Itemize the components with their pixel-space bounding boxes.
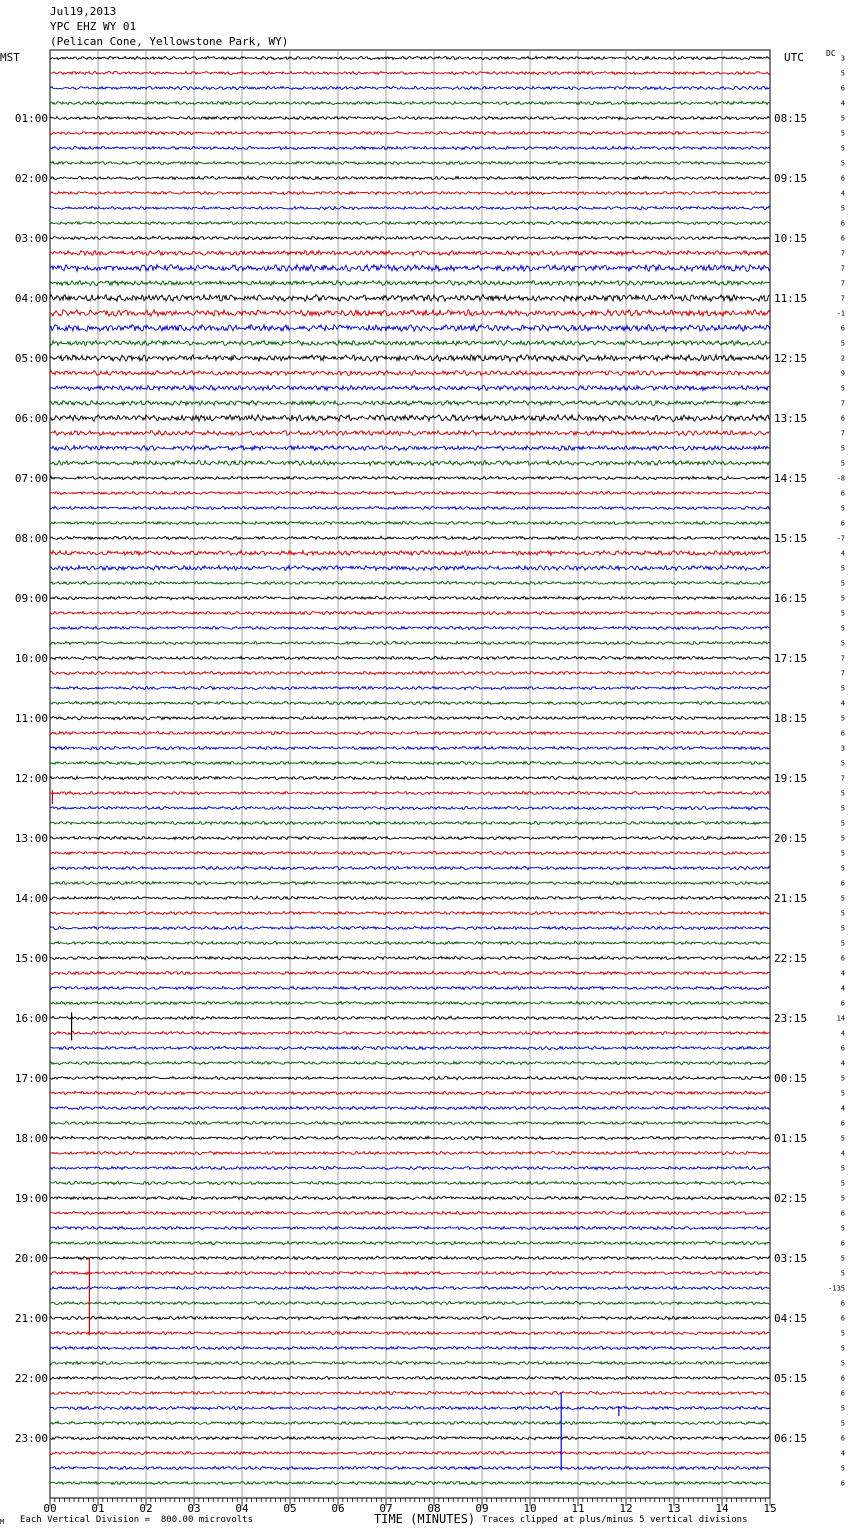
- x-tick-label: 15: [763, 1502, 777, 1515]
- dc-offset-label: 6: [840, 1434, 845, 1443]
- trace-line: [50, 131, 770, 134]
- trace-line: [50, 1406, 770, 1409]
- utc-hour-label: 14:15: [774, 472, 808, 485]
- trace-line: [50, 1091, 770, 1094]
- trace-line: [50, 386, 770, 391]
- dc-offset-label: 5: [840, 624, 845, 633]
- trace-line: [50, 1451, 770, 1454]
- dc-offset-label: 6: [840, 1299, 845, 1308]
- trace-line: [50, 206, 770, 209]
- mst-hour-label: 18:00: [14, 1132, 48, 1145]
- dc-offset-label: -7: [836, 534, 845, 543]
- trace-line: [50, 476, 770, 479]
- x-tick-label: 10: [523, 1502, 537, 1515]
- utc-hour-label: 10:15: [774, 232, 808, 245]
- dc-offset-label: 6: [840, 414, 845, 423]
- dc-offset-label: 5: [840, 639, 845, 648]
- x-tick-label: 09: [475, 1502, 489, 1515]
- dc-offset-label: 5: [840, 1164, 845, 1173]
- trace-line: [50, 101, 770, 104]
- x-tick-label: 12: [619, 1502, 633, 1515]
- dc-offset-label: 6: [840, 1374, 845, 1383]
- dc-offset-label: 5: [840, 1344, 845, 1353]
- dc-offset-label: 5: [840, 1179, 845, 1188]
- utc-hour-label: 09:15: [774, 172, 808, 185]
- trace-line: [50, 986, 770, 989]
- dc-offset-label: 6: [840, 1479, 845, 1488]
- x-tick-label: 08: [427, 1502, 441, 1515]
- trace-line: [50, 1436, 770, 1439]
- trace-line: [50, 1076, 770, 1079]
- dc-offset-label: 4: [840, 699, 845, 708]
- trace-line: [50, 355, 770, 362]
- dc-offset-label: 7: [840, 774, 845, 783]
- trace-line: [50, 671, 770, 674]
- x-tick-label: 06: [331, 1502, 345, 1515]
- mst-hour-label: 15:00: [14, 952, 48, 965]
- dc-offset-label: 5: [840, 1224, 845, 1233]
- trace-line: [50, 596, 770, 599]
- mst-hour-label: 02:00: [14, 172, 48, 185]
- dc-offset-label: 4: [840, 99, 845, 108]
- dc-offset-label: 5: [840, 1269, 845, 1278]
- trace-line: [50, 506, 770, 509]
- trace-line: [50, 401, 770, 406]
- dc-offset-label: 5: [840, 144, 845, 153]
- dc-offset-label: 5: [840, 609, 845, 618]
- mst-hour-label: 03:00: [14, 232, 48, 245]
- trace-line: [50, 1241, 770, 1244]
- corner-mark: M: [0, 1518, 5, 1526]
- trace-line: [50, 446, 770, 451]
- x-tick-label: 00: [43, 1502, 57, 1515]
- trace-line: [50, 641, 770, 644]
- trace-line: [50, 191, 770, 194]
- trace-line: [50, 281, 770, 286]
- trace-line: [50, 1031, 770, 1034]
- dc-offset-label: 5: [840, 159, 845, 168]
- trace-line: [50, 1391, 770, 1394]
- trace-line: [50, 71, 770, 74]
- dc-offset-label: 5: [840, 1464, 845, 1473]
- x-tick-label: 01: [91, 1502, 105, 1515]
- dc-offset-label: 5: [840, 819, 845, 828]
- dc-offset-label: 7: [840, 429, 845, 438]
- dc-offset-label: 6: [840, 1209, 845, 1218]
- mst-hour-label: 13:00: [14, 832, 48, 845]
- dc-offset-label: 6: [840, 234, 845, 243]
- trace-line: [50, 581, 770, 584]
- trace-line: [50, 1271, 770, 1274]
- trace-line: [50, 626, 770, 629]
- dc-offset-label: 6: [840, 489, 845, 498]
- trace-line: [50, 971, 770, 974]
- station-code: YPC EHZ WY 01: [50, 20, 137, 33]
- dc-offset-label: 6: [840, 1239, 845, 1248]
- x-tick-label: 07: [379, 1502, 393, 1515]
- trace-line: [50, 491, 770, 494]
- dc-offset-label: 5: [840, 1089, 845, 1098]
- dc-offset-label: 6: [840, 519, 845, 528]
- dc-offset-label: 4: [840, 189, 845, 198]
- trace-line: [50, 686, 770, 689]
- trace-line: [50, 56, 770, 59]
- x-tick-label: 11: [571, 1502, 585, 1515]
- trace-line: [50, 1106, 770, 1109]
- scale-note: Each Vertical Division = 800.00 microvolts: [20, 1515, 253, 1525]
- trace-line: [50, 431, 770, 436]
- trace-line: [50, 415, 770, 422]
- utc-hour-label: 04:15: [774, 1312, 808, 1325]
- utc-hour-label: 21:15: [774, 892, 808, 905]
- trace-line: [50, 761, 770, 764]
- dc-offset-label: 4: [840, 549, 845, 558]
- dc-offset-label: 7: [840, 399, 845, 408]
- trace-line: [50, 536, 770, 539]
- mst-hour-label: 22:00: [14, 1372, 48, 1385]
- utc-hour-label: 16:15: [774, 592, 808, 605]
- trace-line: [50, 1256, 770, 1259]
- x-tick-label: 04: [235, 1502, 249, 1515]
- dc-offset-label: 6: [840, 999, 845, 1008]
- dc-offset-label: 6: [840, 324, 845, 333]
- trace-line: [50, 746, 770, 749]
- trace-line: [50, 806, 770, 809]
- trace-line: [50, 251, 770, 256]
- x-tick-label: 13: [667, 1502, 681, 1515]
- dc-offset-label: 5: [840, 204, 845, 213]
- utc-hour-label: 06:15: [774, 1432, 808, 1445]
- dc-offset-label: 5: [840, 939, 845, 948]
- mst-hour-label: 12:00: [14, 772, 48, 785]
- trace-line: [50, 881, 770, 884]
- utc-hour-label: 12:15: [774, 352, 808, 365]
- utc-hour-label: 13:15: [774, 412, 808, 425]
- dc-offset-label: 5: [840, 849, 845, 858]
- mst-hour-label: 06:00: [14, 412, 48, 425]
- trace-line: [50, 371, 770, 376]
- dc-offset-label: 6: [840, 954, 845, 963]
- trace-line: [50, 1046, 770, 1049]
- dc-offset-label: 5: [840, 564, 845, 573]
- dc-offset-label: 5: [840, 1194, 845, 1203]
- utc-hour-label: 19:15: [774, 772, 808, 785]
- trace-line: [50, 551, 770, 556]
- utc-hour-label: 02:15: [774, 1192, 808, 1205]
- dc-offset-label: 5: [840, 444, 845, 453]
- trace-line: [50, 776, 770, 779]
- dc-offset-label: 5: [840, 1359, 845, 1368]
- dc-offset-label: -8: [836, 474, 845, 483]
- dc-offset-label: 6: [840, 1314, 845, 1323]
- trace-line: [50, 1421, 770, 1424]
- trace-line: [50, 851, 770, 854]
- dc-offset-label: -135: [828, 1284, 845, 1293]
- trace-line: [50, 1466, 770, 1469]
- dc-offset-label: 6: [840, 1119, 845, 1128]
- utc-hour-label: 18:15: [774, 712, 808, 725]
- dc-offset-label: 5: [840, 1134, 845, 1143]
- mst-hour-label: 14:00: [14, 892, 48, 905]
- trace-line: [50, 1481, 770, 1484]
- dc-offset-label: 6: [840, 879, 845, 888]
- dc-offset-label: 5: [840, 594, 845, 603]
- dc-offset-label: 5: [840, 894, 845, 903]
- trace-line: [50, 1061, 770, 1064]
- dc-offset-label: 14: [836, 1014, 845, 1023]
- trace-line: [50, 310, 770, 317]
- dc-offset-label: 5: [840, 69, 845, 78]
- dc-offset-label: 6: [840, 729, 845, 738]
- mst-hour-label: 20:00: [14, 1252, 48, 1265]
- dc-offset-label: 5: [840, 909, 845, 918]
- trace-line: [50, 1331, 770, 1334]
- trace-line: [50, 941, 770, 944]
- trace-line: [50, 956, 770, 959]
- mst-hour-label: 04:00: [14, 292, 48, 305]
- utc-hour-label: 15:15: [774, 532, 808, 545]
- trace-line: [50, 221, 770, 224]
- dc-offset-label: 6: [840, 84, 845, 93]
- mst-hour-label: 07:00: [14, 472, 48, 485]
- trace-line: [50, 325, 770, 332]
- dc-offset-label: 4: [840, 1104, 845, 1113]
- dc-offset-label: 6: [840, 1389, 845, 1398]
- mst-hour-label: 19:00: [14, 1192, 48, 1205]
- dc-offset-label: 5: [840, 714, 845, 723]
- trace-line: [50, 566, 770, 571]
- trace-line: [50, 1166, 770, 1169]
- trace-line: [50, 176, 770, 179]
- dc-offset-label: 4: [840, 984, 845, 993]
- dc-offset-label: 5: [840, 759, 845, 768]
- dc-offset-label: 5: [840, 504, 845, 513]
- x-tick-label: 05: [283, 1502, 297, 1515]
- dc-offset-label: 7: [840, 294, 845, 303]
- trace-line: [50, 521, 770, 524]
- mst-hour-label: 01:00: [14, 112, 48, 125]
- dc-offset-label: 3: [840, 744, 845, 753]
- station-location: (Pelican Cone, Yellowstone Park, WY): [50, 35, 289, 48]
- dc-offset-label: 7: [840, 249, 845, 258]
- dc-offset-label: 6: [840, 1044, 845, 1053]
- dc-offset-label: 7: [840, 654, 845, 663]
- dc-offset-label: 5: [840, 834, 845, 843]
- utc-hour-label: 23:15: [774, 1012, 808, 1025]
- dc-offset-label: 9: [840, 369, 845, 378]
- dc-offset-label: 5: [840, 684, 845, 693]
- dc-offset-label: 5: [840, 579, 845, 588]
- trace-line: [50, 341, 770, 346]
- trace-line: [50, 731, 770, 734]
- trace-line: [50, 656, 770, 659]
- trace-line: [50, 1196, 770, 1199]
- trace-line: [50, 821, 770, 824]
- dc-offset-label: -1: [836, 309, 845, 318]
- trace-line: [50, 1376, 770, 1379]
- utc-hour-label: 01:15: [774, 1132, 808, 1145]
- mst-hour-label: 08:00: [14, 532, 48, 545]
- x-tick-label: 14: [715, 1502, 729, 1515]
- dc-offset-label: 4: [840, 1029, 845, 1038]
- dc-offset-label: 7: [840, 669, 845, 678]
- dc-offset-label: 5: [840, 789, 845, 798]
- right-axis-title: UTC: [784, 51, 804, 64]
- dc-offset-label: 5: [840, 1074, 845, 1083]
- mst-hour-label: 21:00: [14, 1312, 48, 1325]
- x-tick-label: 02: [139, 1502, 153, 1515]
- dc-offset-label: 5: [840, 1404, 845, 1413]
- clip-note: Traces clipped at plus/minus 5 vertical divisions: [482, 1515, 748, 1525]
- trace-line: [50, 1001, 770, 1004]
- trace-line: [50, 1361, 770, 1364]
- dc-offset-label: 7: [840, 279, 845, 288]
- trace-line: [50, 1301, 770, 1304]
- dc-offset-label: 5: [840, 114, 845, 123]
- dc-offset-label: 5: [840, 339, 845, 348]
- dc-offset-label: 5: [840, 1329, 845, 1338]
- trace-line: [50, 1136, 770, 1139]
- dc-offset-label: 3: [840, 54, 845, 63]
- trace-line: [50, 1346, 770, 1349]
- trace-line: [50, 1151, 770, 1154]
- dc-offset-label: 4: [840, 1059, 845, 1068]
- trace-line: [50, 1016, 770, 1019]
- utc-hour-label: 11:15: [774, 292, 808, 305]
- left-axis-title: MST: [0, 51, 20, 64]
- dc-offset-label: 6: [840, 219, 845, 228]
- utc-hour-label: 17:15: [774, 652, 808, 665]
- trace-line: [50, 836, 770, 839]
- utc-hour-label: 05:15: [774, 1372, 808, 1385]
- utc-hour-label: 03:15: [774, 1252, 808, 1265]
- trace-line: [50, 911, 770, 914]
- dc-offset-label: 5: [840, 1419, 845, 1428]
- trace-line: [50, 716, 770, 719]
- recording-date: Jul19,2013: [50, 5, 117, 18]
- dc-offset-label: 5: [840, 1254, 845, 1263]
- dc-offset-label: 5: [840, 924, 845, 933]
- trace-line: [50, 1181, 770, 1184]
- dc-offset-label: 4: [840, 969, 845, 978]
- trace-line: [50, 295, 770, 302]
- dc-offset-label: 5: [840, 864, 845, 873]
- dc-offset-label: 7: [840, 264, 845, 273]
- dc-offset-label: 2: [840, 354, 845, 363]
- trace-line: [50, 1286, 770, 1289]
- x-tick-label: 03: [187, 1502, 201, 1515]
- trace-line: [50, 791, 770, 794]
- mst-hour-label: 23:00: [14, 1432, 48, 1445]
- trace-line: [50, 461, 770, 466]
- dc-offset-label: 5: [840, 384, 845, 393]
- trace-line: [50, 86, 770, 89]
- utc-hour-label: 22:15: [774, 952, 808, 965]
- mst-hour-label: 16:00: [14, 1012, 48, 1025]
- trace-line: [50, 896, 770, 899]
- trace-line: [50, 1226, 770, 1229]
- mst-hour-label: 11:00: [14, 712, 48, 725]
- trace-line: [50, 236, 770, 239]
- mst-hour-label: 05:00: [14, 352, 48, 365]
- utc-hour-label: 08:15: [774, 112, 808, 125]
- trace-line: [50, 701, 770, 704]
- dc-offset-label: 6: [840, 174, 845, 183]
- dc-offset-label: 4: [840, 1449, 845, 1458]
- trace-line: [50, 926, 770, 929]
- trace-line: [50, 116, 770, 119]
- x-axis-title: TIME (MINUTES): [374, 1512, 476, 1526]
- dc-offset-label: 5: [840, 804, 845, 813]
- dc-offset-label: 4: [840, 1149, 845, 1158]
- dc-offset-label: 5: [840, 459, 845, 468]
- dc-label: DC: [826, 49, 836, 58]
- trace-line: [50, 265, 770, 272]
- trace-line: [50, 1121, 770, 1124]
- trace-line: [50, 611, 770, 614]
- trace-line: [50, 866, 770, 869]
- mst-hour-label: 09:00: [14, 592, 48, 605]
- mst-hour-label: 17:00: [14, 1072, 48, 1085]
- mst-hour-label: 10:00: [14, 652, 48, 665]
- trace-line: [50, 146, 770, 149]
- trace-line: [50, 1211, 770, 1214]
- dc-offset-label: 5: [840, 129, 845, 138]
- trace-line: [50, 161, 770, 164]
- trace-line: [50, 1316, 770, 1319]
- utc-hour-label: 00:15: [774, 1072, 808, 1085]
- utc-hour-label: 20:15: [774, 832, 808, 845]
